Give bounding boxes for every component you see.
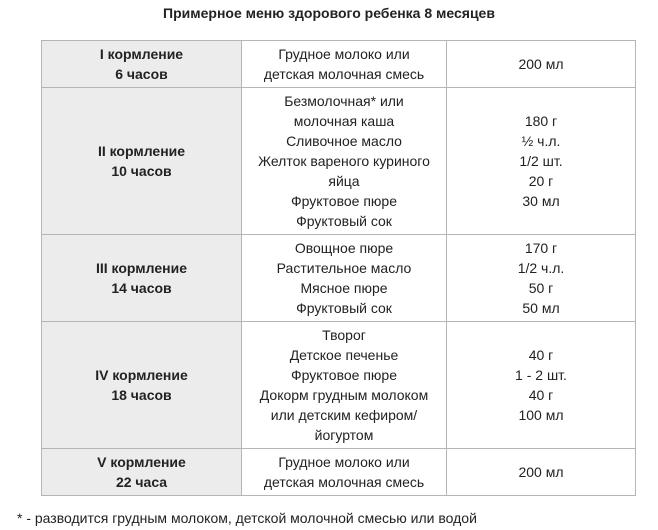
feeding-cell	[42, 235, 242, 322]
amount-item: 40 г	[528, 387, 554, 403]
table-row	[42, 88, 636, 235]
feeding-label: III кормление	[96, 260, 187, 276]
feeding-cell	[42, 41, 242, 88]
food-item: Фруктовый сок	[296, 213, 392, 229]
food-item: яйца	[328, 173, 360, 189]
food-item: Фруктовое пюре	[291, 367, 397, 383]
amount-item: 30 мл	[522, 193, 560, 209]
feeding-time: 6 часов	[115, 66, 168, 82]
food-cell	[242, 88, 447, 235]
food-item: молочная каша	[293, 113, 395, 129]
table-row	[42, 322, 636, 449]
feeding-menu-table	[41, 40, 636, 496]
food-item: Детское печенье	[289, 347, 399, 363]
amount-cell	[447, 235, 636, 322]
feeding-label: IV кормление	[95, 367, 188, 383]
feeding-label: I кормление	[99, 46, 184, 62]
feeding-cell	[42, 88, 242, 235]
amount-cell	[447, 41, 636, 88]
food-item: Овощное пюре	[294, 240, 394, 256]
food-item: Докорм грудным молоком	[259, 387, 429, 403]
amount-item: 50 г	[528, 280, 554, 296]
amount-item: 180 г	[524, 113, 558, 129]
food-item: Сливочное масло	[286, 133, 402, 149]
table-row	[42, 449, 636, 496]
feeding-time: 14 часов	[111, 280, 172, 296]
feeding-time: 10 часов	[111, 163, 172, 179]
food-item: Творог	[322, 327, 366, 343]
amount-item: 40 г	[528, 347, 554, 363]
food-item: Желток вареного куриного	[258, 153, 430, 169]
table-row	[42, 41, 636, 88]
food-item: Фруктовый сок	[296, 300, 392, 316]
amount-item: 200 мл	[518, 56, 564, 72]
amount-item: 170 г	[524, 240, 558, 256]
amount-item: 200 мл	[518, 464, 564, 480]
amount-item: ½ ч.л.	[521, 133, 561, 149]
amount-item: 1/2 ч.л.	[517, 260, 565, 276]
amount-item: 20 г	[528, 173, 554, 189]
table-row	[42, 235, 636, 322]
amount-cell	[447, 88, 636, 235]
food-item: Грудное молоко или	[278, 454, 410, 470]
food-item: Фруктовое пюре	[291, 193, 397, 209]
feeding-label: II кормление	[97, 143, 186, 159]
feeding-cell	[42, 322, 242, 449]
food-item: детская молочная смесь	[263, 66, 425, 82]
food-item: Грудное молоко или	[278, 46, 410, 62]
footnote: * - разводится грудным молоком, детской молочной смесью или водой	[17, 510, 477, 526]
feeding-time: 18 часов	[111, 387, 172, 403]
food-cell	[242, 41, 447, 88]
food-item: Растительное масло	[276, 260, 412, 276]
food-item: Безмолочная* или	[284, 93, 404, 109]
food-cell	[242, 235, 447, 322]
page-title: Примерное меню здорового ребенка 8 месяцев	[163, 5, 495, 21]
food-cell	[242, 322, 447, 449]
amount-cell	[447, 322, 636, 449]
feeding-label: V кормление	[97, 454, 186, 470]
food-item: Мясное пюре	[300, 280, 388, 296]
food-cell	[242, 449, 447, 496]
food-item: детская молочная смесь	[263, 474, 425, 490]
amount-item: 50 мл	[522, 300, 560, 316]
amount-cell	[447, 449, 636, 496]
amount-item: 1 - 2 шт.	[515, 367, 567, 383]
feeding-time: 22 часа	[115, 474, 168, 490]
food-item: или детским кефиром/	[270, 407, 418, 423]
amount-item: 1/2 шт.	[519, 153, 563, 169]
food-item: йогуртом	[314, 427, 374, 443]
feeding-cell	[42, 449, 242, 496]
amount-item: 100 мл	[518, 407, 564, 423]
